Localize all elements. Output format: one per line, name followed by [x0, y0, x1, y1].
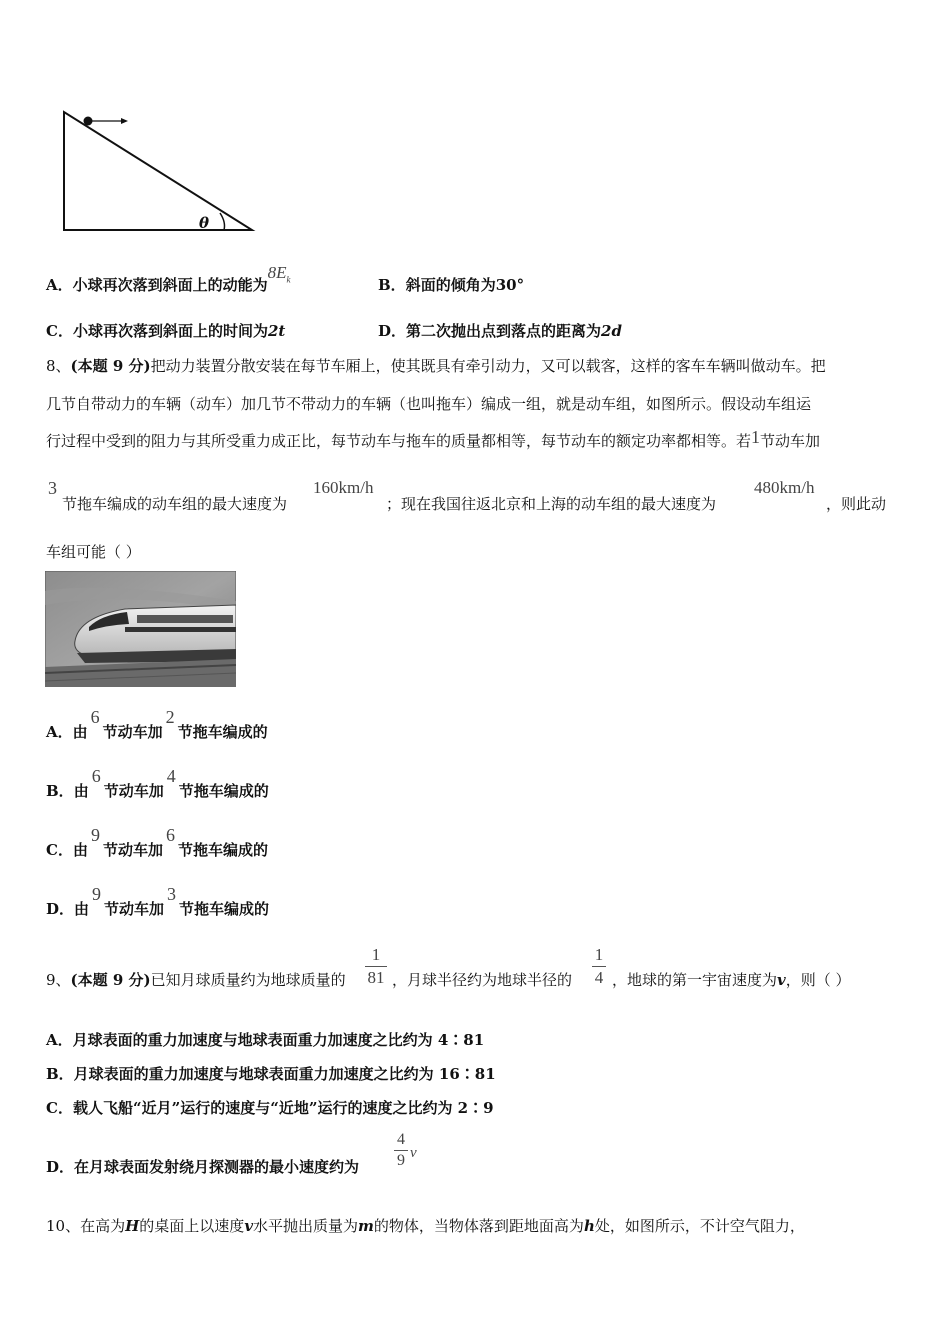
- train-photo: [45, 571, 236, 687]
- q8-line5: 车组可能（ ）: [46, 543, 141, 561]
- q9-option-a[interactable]: A．月球表面的重力加速度与地球表面重力加速度之比约为 4∶81: [46, 1031, 485, 1049]
- q8-option-a[interactable]: A．由6节动车加2节拖车编成的: [46, 707, 268, 741]
- q8-speed1: 160km/h: [313, 478, 374, 497]
- q8-line1: 8、(本题 9 分)把动力装置分散安装在每节车厢上，使其既具有牵引动力，又可以载客，这样的客车车辆叫做动车。把: [46, 357, 826, 375]
- q8-line2: 几节自带动力的车辆（动车）加几节不带动力的车辆（也叫拖车）编成一组，就是动车组，如图所示。假设动车组运: [46, 395, 812, 413]
- train-stripe: [125, 627, 236, 632]
- q8-line4b: ；现在我国往返北京和上海的动车组的最大速度为: [386, 495, 717, 513]
- q8-line4c: ，则此动: [826, 495, 887, 513]
- q8-option-c[interactable]: C．由9节动车加6节拖车编成的: [46, 825, 268, 859]
- velocity-arrowhead: [121, 118, 128, 124]
- q9-option-b[interactable]: B．月球表面的重力加速度与地球表面重力加速度之比约为 16∶81: [46, 1065, 496, 1083]
- q9-stem-part3: ，地球的第一宇宙速度为v，则（ ）: [612, 971, 851, 989]
- q9-fraction-radius: 1 4: [592, 946, 606, 987]
- q8-line4a: 节拖车编成的动车组的最大速度为: [62, 495, 288, 513]
- q7-option-b[interactable]: B．斜面的倾角为30°: [378, 276, 525, 294]
- q9-option-d-var: v: [410, 1145, 417, 1161]
- q9-stem-part1: 9、(本题 9 分)已知月球质量约为地球质量的: [46, 971, 346, 989]
- angle-arc: [220, 213, 225, 230]
- q8-n3: 3: [48, 478, 57, 498]
- q9-option-c[interactable]: C．载人飞船“近月”运行的速度与“近地”运行的速度之比约为 2∶9: [46, 1099, 494, 1117]
- q7-option-c[interactable]: C．小球再次落到斜面上的时间为2t: [46, 322, 286, 340]
- q9-option-d[interactable]: D．在月球表面发射绕月探测器的最小速度约为: [46, 1158, 360, 1176]
- q9-option-d-fraction: 4 9: [394, 1132, 408, 1169]
- ball: [84, 117, 93, 126]
- q7-option-d[interactable]: D．第二次抛出点到落点的距离为2d: [378, 322, 622, 340]
- q7-option-a[interactable]: A．小球再次落到斜面上的动能为$8E_k$: [46, 263, 291, 294]
- energy-expression: $8E_k$: [267, 263, 291, 285]
- theta-label: θ: [199, 214, 210, 232]
- q9-fraction-mass: 1 81: [365, 946, 387, 987]
- q8-speed2: 480km/h: [754, 478, 815, 497]
- incline-figure: [58, 106, 258, 236]
- incline-triangle: [64, 112, 252, 230]
- q8-line3: 行过程中受到的阻力与其所受重力成正比，每节动车与拖车的质量都相等，每节动车的额定功率都相等。若1节动车加: [46, 427, 821, 450]
- q9-stem-part2: ，月球半径约为地球半径的: [392, 971, 573, 989]
- q10-stem: 10、在高为H的桌面上以速度v水平抛出质量为m的物体，当物体落到距地面高为h处，如图所示，不计空气阻力，: [46, 1217, 805, 1235]
- q8-option-b[interactable]: B．由6节动车加4节拖车编成的: [46, 766, 269, 800]
- q8-option-d[interactable]: D．由9节动车加3节拖车编成的: [46, 884, 270, 918]
